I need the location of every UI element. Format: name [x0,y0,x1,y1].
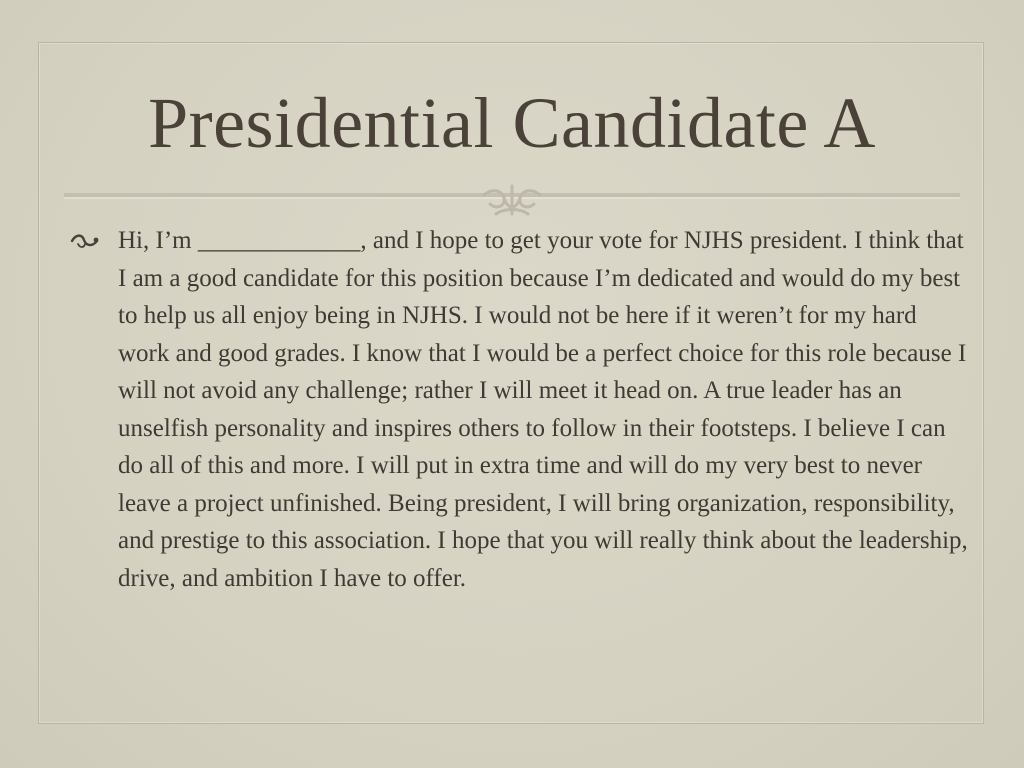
ornamental-divider-icon [64,184,960,220]
bullet-item [70,222,970,597]
slide-content [70,222,970,597]
fleuron-bullet-icon [70,222,118,254]
slide-title: Presidential Candidate A [148,83,876,163]
body-text: Hi, I’m _____________, and I hope to get your vote for NJHS president. I think that I am a good candidate for this position because I’m dedicated and would do my best to help us all enjoy being in NJHS. I would not be here if it weren’t for my hard work and good grades. I know that I would be a perfect choice for this role because I will not avoid any challenge; rather I will meet it head on. A true leader has an unselfish personality and inspires others to follow in their footsteps. I believe I can do all of this and more. I will put in extra time and will do my very best to never leave a project unfinished. Being president, I will bring organization, responsibility, and prestige to this association. I hope that you will really think about the leadership, drive, and ambition I have to offer. [118,227,968,592]
